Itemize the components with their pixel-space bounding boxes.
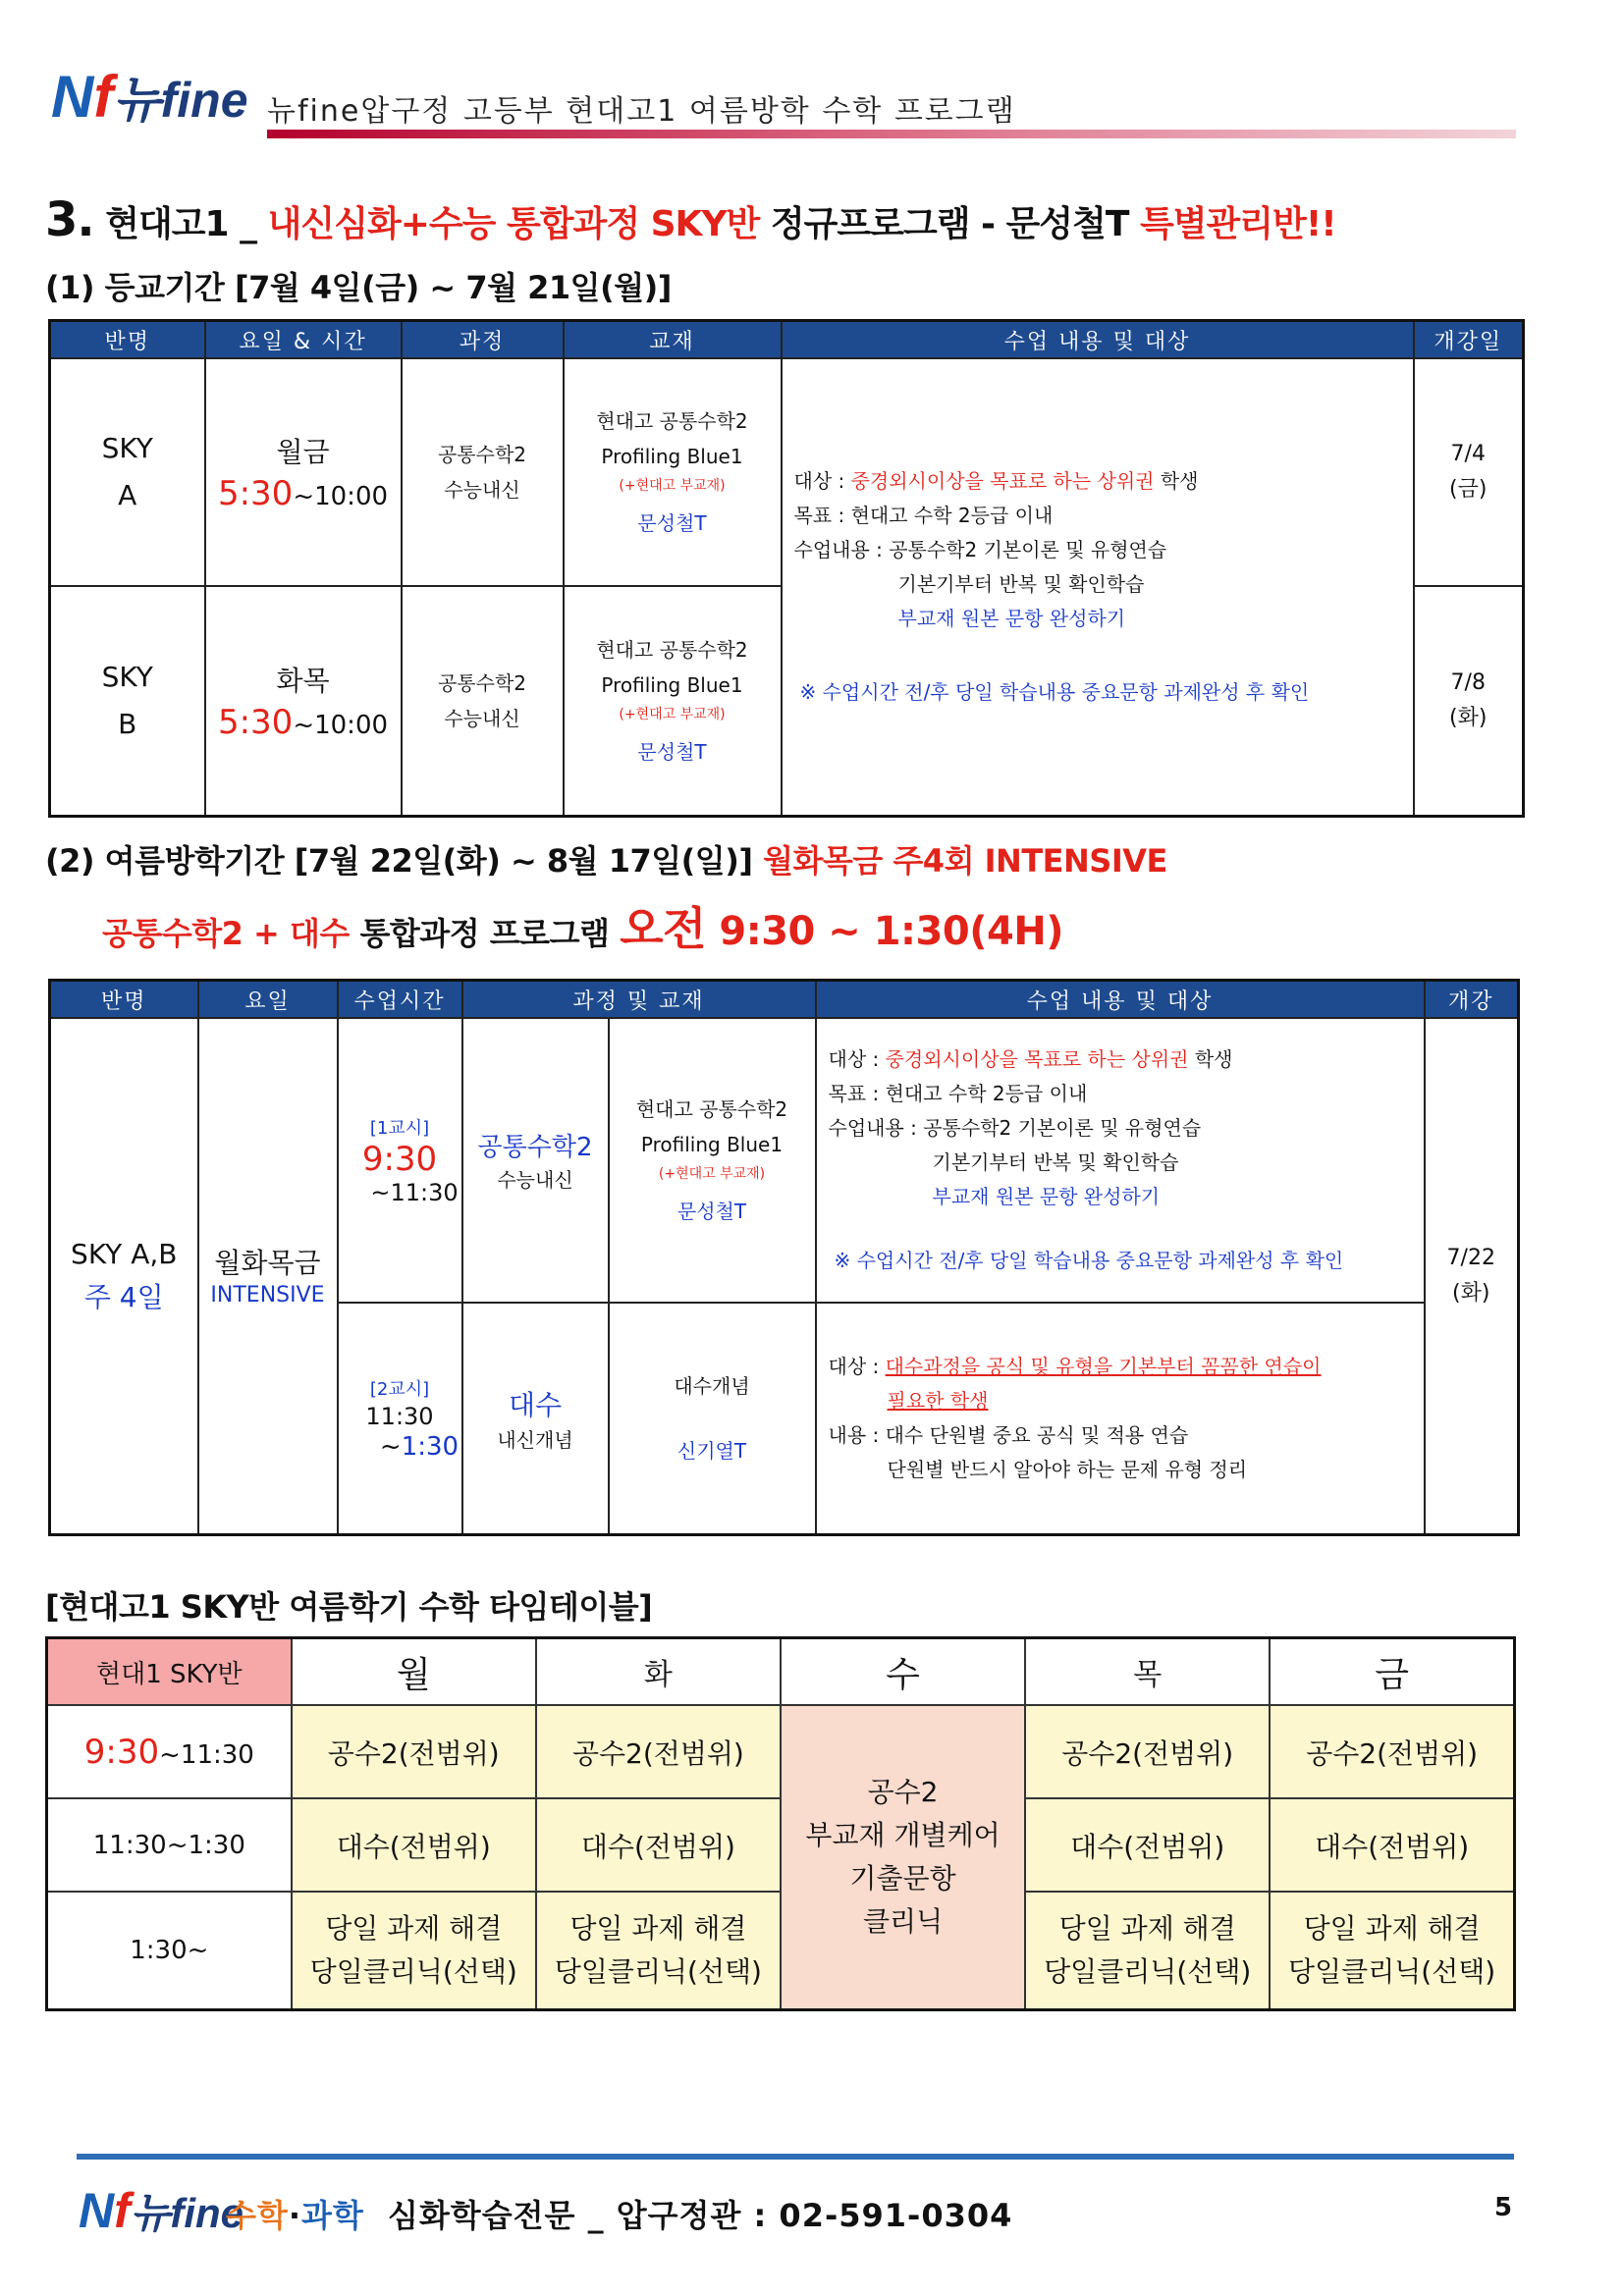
p2-h-desc: 수업 내용 및 대상	[816, 981, 1425, 1019]
section-pre: 현대고1 _	[105, 204, 268, 244]
p2-h-open: 개강	[1425, 981, 1519, 1019]
period-time: [1교시] 9:30 ~11:30	[338, 1018, 462, 1303]
slot-fri-1: 공수2(전범위)	[1270, 1705, 1514, 1798]
header-divider	[267, 130, 1516, 138]
timetable-title: [현대고1 SKY반 여름학기 수학 타임테이블]	[45, 1588, 653, 1626]
part1-title: (1) 등교기간 [7월 4일(금) ~ 7월 21일(월)]	[45, 269, 672, 306]
time-slot: 9:30~11:30	[47, 1705, 292, 1798]
course: 대수 내신개념	[462, 1303, 609, 1534]
section-red1: 내신심화+수능 통합과정 SKY반	[267, 204, 760, 244]
open-date: 7/8 (화)	[1414, 586, 1524, 816]
course: 공통수학2 수능내신	[402, 586, 564, 816]
slot-tue-3: 당일 과제 해결 당일클리닉(선택)	[536, 1892, 781, 2009]
class-name: SKY A,B 주 4일	[50, 1018, 198, 1534]
time-slot: 1:30~	[47, 1892, 292, 2009]
footer-divider	[77, 2154, 1514, 2160]
footer-text: 수학·과학 심화학습전문 _ 압구정관 : 02-591-0304	[226, 2197, 1013, 2234]
slot-mon-2: 대수(전범위)	[292, 1798, 536, 1892]
course: 공통수학2 수능내신	[402, 358, 564, 586]
slot-thu-3: 당일 과제 해결 당일클리닉(선택)	[1025, 1892, 1270, 2009]
p1-h-time: 요일 & 시간	[205, 321, 402, 359]
class-time: 화목 5:30~10:00	[205, 586, 402, 816]
p1-h-class: 반명	[50, 321, 205, 359]
course-description: 대상 : 대수과정을 공식 및 유형을 기본부터 꼼꼼한 연습이 필요한 학생 내용 : 대수 단원별 중요 공식 및 적용 연습 단원별 반드시 알아야 하는 문제 유형 정리	[816, 1303, 1425, 1534]
section-title	[45, 192, 1336, 247]
course: 공통수학2 수능내신	[462, 1018, 609, 1303]
slot-tue-2: 대수(전범위)	[536, 1798, 781, 1892]
part2-subtitle: 공통수학2 + 대수 통합과정 프로그램 오전 9:30 ~ 1:30(4H)	[102, 902, 1064, 955]
textbook: 현대고 공통수학2 Profiling Blue1 (+현대고 부교재) 문성철T	[609, 1018, 816, 1303]
part1-table	[48, 319, 1525, 818]
p2-h-class: 반명	[50, 981, 198, 1019]
page-number: 5	[1494, 2193, 1513, 2222]
class-time: 월금 5:30~10:00	[205, 358, 402, 586]
part1-header-row	[50, 321, 1524, 359]
logo-text: 뉴fine	[113, 73, 248, 128]
open-date: 7/4 (금)	[1414, 358, 1524, 586]
open-date: 7/22 (화)	[1425, 1018, 1519, 1534]
table-row	[50, 1018, 1519, 1303]
slot-wed-clinic: 공수2 부교재 개별케어 기출문항 클리닉	[781, 1705, 1025, 2009]
part2-header-row	[50, 981, 1519, 1019]
brand-logo	[51, 61, 248, 132]
course-description: 대상 : 중경외시이상을 목표로 하는 상위권 학생 목표 : 현대고 수학 2등급 이내 수업내용 : 공통수학2 기본이론 및 유형연습 기본기부터 반복 및 확인학습 부교재 원본 문항 완성하기 ※ 수업시간 전/후 당일 학습내용 중요문항 과제완성 후 확인	[816, 1018, 1425, 1303]
p1-h-course: 과정	[402, 321, 564, 359]
p1-h-open: 개강일	[1414, 321, 1524, 359]
course-description: 대상 : 중경외시이상을 목표로 하는 상위권 학생 목표 : 현대고 수학 2등급 이내 수업내용 : 공통수학2 기본이론 및 유형연습 기본기부터 반복 및 확인학습 부교재 원본 문항 완성하기 ※ 수업시간 전/후 당일 학습내용 중요문항 과제완성 후 확인	[782, 358, 1414, 816]
slot-fri-3: 당일 과제 해결 당일클리닉(선택)	[1270, 1892, 1514, 2009]
table-row	[47, 1705, 1515, 1798]
part2-table	[48, 979, 1520, 1536]
section-red2: 특별관리반!!	[1139, 204, 1336, 244]
day-fri: 금	[1270, 1638, 1514, 1706]
class-name: SKY A	[50, 358, 205, 586]
timetable	[45, 1636, 1516, 2011]
textbook: 현대고 공통수학2 Profiling Blue1 (+현대고 부교재) 문성철T	[564, 358, 782, 586]
slot-thu-2: 대수(전범위)	[1025, 1798, 1270, 1892]
period-time: [2교시] 11:30 ~1:30	[338, 1303, 462, 1534]
section-number: 3.	[45, 192, 94, 247]
slot-mon-3: 당일 과제 해결 당일클리닉(선택)	[292, 1892, 536, 2009]
p2-h-day: 요일	[198, 981, 338, 1019]
part2-title: (2) 여름방학기간 [7월 22일(화) ~ 8월 17일(일)] 월화목금 주4회 INTENSIVE	[45, 842, 1167, 880]
table-row	[50, 358, 1524, 586]
slot-thu-1: 공수2(전범위)	[1025, 1705, 1270, 1798]
textbook: 대수개념 신기열T	[609, 1303, 816, 1534]
p2-h-course: 과정 및 교재	[462, 981, 816, 1019]
logo-f: f	[93, 64, 114, 130]
class-name: SKY B	[50, 586, 205, 816]
class-days: 월화목금 INTENSIVE	[198, 1018, 338, 1534]
day-mon: 월	[292, 1638, 536, 1706]
timetable-corner: 현대1 SKY반	[47, 1638, 292, 1706]
day-thu: 목	[1025, 1638, 1270, 1706]
p2-h-time: 수업시간	[338, 981, 462, 1019]
day-wed: 수	[781, 1638, 1025, 1706]
logo-n: N	[51, 64, 94, 130]
textbook: 현대고 공통수학2 Profiling Blue1 (+현대고 부교재) 문성철T	[564, 586, 782, 816]
time-slot: 11:30~1:30	[47, 1798, 292, 1892]
slot-fri-2: 대수(전범위)	[1270, 1798, 1514, 1892]
footer-logo: Nf뉴fine	[79, 2183, 244, 2238]
p1-h-book: 교재	[564, 321, 782, 359]
slot-tue-1: 공수2(전범위)	[536, 1705, 781, 1798]
p1-h-desc: 수업 내용 및 대상	[782, 321, 1414, 359]
section-mid: 정규프로그램 - 문성철T	[759, 204, 1140, 244]
timetable-header-row	[47, 1638, 1515, 1706]
header-title: 뉴fine압구정 고등부 현대고1 여름방학 수학 프로그램	[267, 94, 1016, 129]
day-tue: 화	[536, 1638, 781, 1706]
slot-mon-1: 공수2(전범위)	[292, 1705, 536, 1798]
